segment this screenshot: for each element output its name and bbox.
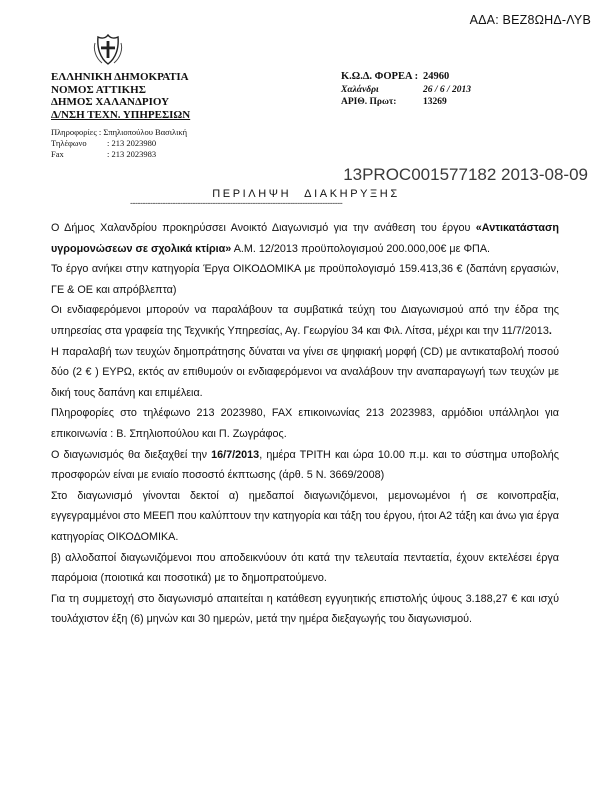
tender-date: 16/7/2013 <box>211 448 260 461</box>
text-span: . <box>548 324 552 337</box>
date-row <box>341 84 471 97</box>
paragraph-date <box>51 445 559 486</box>
issuer-municipality: ΔΗΜΟΣ ΧΑΛΑΝΔΡΙΟΥ <box>51 96 170 108</box>
protocol-label: ΑΡΙΘ. Πρωτ: <box>341 97 397 107</box>
place-label: Χαλάνδρι <box>341 84 379 95</box>
phone-label: Τηλέφωνο <box>51 138 87 148</box>
paragraph-documents <box>51 300 559 341</box>
org-code-value: 24960 <box>423 71 450 82</box>
proc-code: 13PROC001577182 2013-08-09 <box>343 165 588 184</box>
issuer-prefecture: ΝΟΜΟΣ ΑΤΤΙΚΗΣ <box>51 83 146 96</box>
text-span: Α.Μ. 12/2013 προϋπολογισμού 200.000,00€ με ΦΠΑ. <box>231 242 491 255</box>
date-value: 26 / 6 / 2013 <box>423 84 472 95</box>
protocol-row <box>341 96 471 109</box>
project-title: «Αντικατάσταση υγρομονώσεων σε σχολικά κτίρια» <box>51 222 559 255</box>
issuer-country: ΕΛΛΗΝΙΚΗ ΔΗΜΟΚΡΑΤΙΑ <box>51 71 189 83</box>
paragraph-eligibility-b: β) αλλοδαποί διαγωνιζόμενοι που αποδεικνύουν ότι κατά την τελευταία πενταετία, έχουν εκτελέσει έργα παρόμοια (ποιοτικά και ποσοτικά) με το δημοπρατούμενο. <box>51 551 559 585</box>
issuer-department: Δ/ΝΣΗ ΤΕΧΝ. ΥΠΗΡΕΣΙΩΝ <box>51 108 191 121</box>
paragraph-category: Το έργο ανήκει στην κατηγορία Έργα ΟΙΚΟΔΟΜΙΚΑ με προϋπολογισμό 159.413,36 € (δαπάνη εργασιών, ΓΕ & ΟΕ και απρόβλεπτα) <box>51 263 559 296</box>
text-span: Ο Δήμος Χαλανδρίου προκηρύσσει Ανοικτό Διαγωνισμό για την ανάθεση του έργου <box>51 222 476 234</box>
document-title: ΠΕΡΙΛΗΨΗ ΔΙΑΚΗΡΥΞΗΣ <box>212 188 400 200</box>
ada-code: ΑΔΑ: ΒΕΖ8ΩΗΔ-ΛΥΒ <box>469 13 591 27</box>
contact-block <box>51 127 187 160</box>
fax-value: : 213 2023983 <box>107 149 157 159</box>
paragraph-announcement <box>51 218 559 259</box>
paragraph-contact: Πληροφορίες στο τηλέφωνο 213 2023980, FAX επικοινωνίας 213 2023983, αρμόδιοι υπάλληλοι για επικοινωνία : Β. Σπηλιοπούλου και Π. Ζωγράφος. <box>51 407 559 440</box>
paragraph-guarantee: Για τη συμμετοχή στο διαγωνισμό απαιτείται η κατάθεση εγγυητικής επιστολής ύψους 3.188,27 € και ισχύ τουλάχιστον έξη (6) μηνών και 30 ημερών, μετά την ημέρα διεξαγωγής του διαγωνισμού. <box>51 592 559 626</box>
paragraph-digital-copy: Η παραλαβή των τευχών δημοπράτησης δύναται να γίνει σε ψηφιακή μορφή (CD) με αντικαταβολή ποσού δύο (2 € ) ΕΥΡΩ, εκτός αν επιθυμούν οι ενδιαφερόμενοι να αναλάβουν την αναπαραγωγή των τευχών με δική τους δαπάνη και επιμέλεια. <box>51 345 559 399</box>
protocol-value: 13269 <box>423 97 447 107</box>
reference-block <box>341 71 471 109</box>
text-span: Οι ενδιαφερόμενοι μπορούν να παραλάβουν τα συμβατικά τεύχη του Διαγωνισμού από την έδρα της υπηρεσίας στα γραφεία της Τεχνικής Υπηρεσίας, Αγ. Γεωργίου 34 και Φιλ. Λίτσα, μέχρι και την 11/7/2013 <box>51 304 559 337</box>
info-value: : Σπηλιοπούλου Βασιλική <box>98 127 188 137</box>
org-code-label: Κ.Ω.Δ. ΦΟΡΕΑ : <box>341 71 419 82</box>
contact-fax-row <box>51 149 187 160</box>
contact-info-row <box>51 127 187 138</box>
issuer-block <box>51 71 301 121</box>
phone-value: : 213 2023980 <box>107 138 157 148</box>
coat-of-arms-icon <box>93 34 123 66</box>
contact-phone-row <box>51 138 187 149</box>
document-body <box>51 218 559 630</box>
title-divider: ------------------------------------------------------------------------------------- <box>130 198 343 208</box>
org-code-row <box>341 71 471 84</box>
info-label: Πληροφορίες <box>51 127 97 137</box>
text-span: Ο διαγωνισμός θα διεξαχθεί την <box>51 448 212 461</box>
fax-label: Fax <box>51 149 64 159</box>
text-span: , ημέρα ΤΡΙΤΗ και ώρα 10.00 π.μ. και το σύστημα υποβολής προσφορών είναι με ενιαίο ποσοστό έκπτωσης (άρθ. 5 Ν. 3669/2008) <box>51 448 559 482</box>
paragraph-eligibility-a: Στο διαγωνισμό γίνονται δεκτοί α) ημεδαποί διαγωνιζόμενοι, μεμονωμένοι ή σε κοινοπραξία, εγγεγραμμένοι στο ΜΕΕΠ που καλύπτουν την κατηγορία και τάξη του έργου, ήτοι Α2 τάξη και άνω για έργα κατηγορίας ΟΙΚΟΔΟΜΙΚΑ. <box>51 489 559 543</box>
